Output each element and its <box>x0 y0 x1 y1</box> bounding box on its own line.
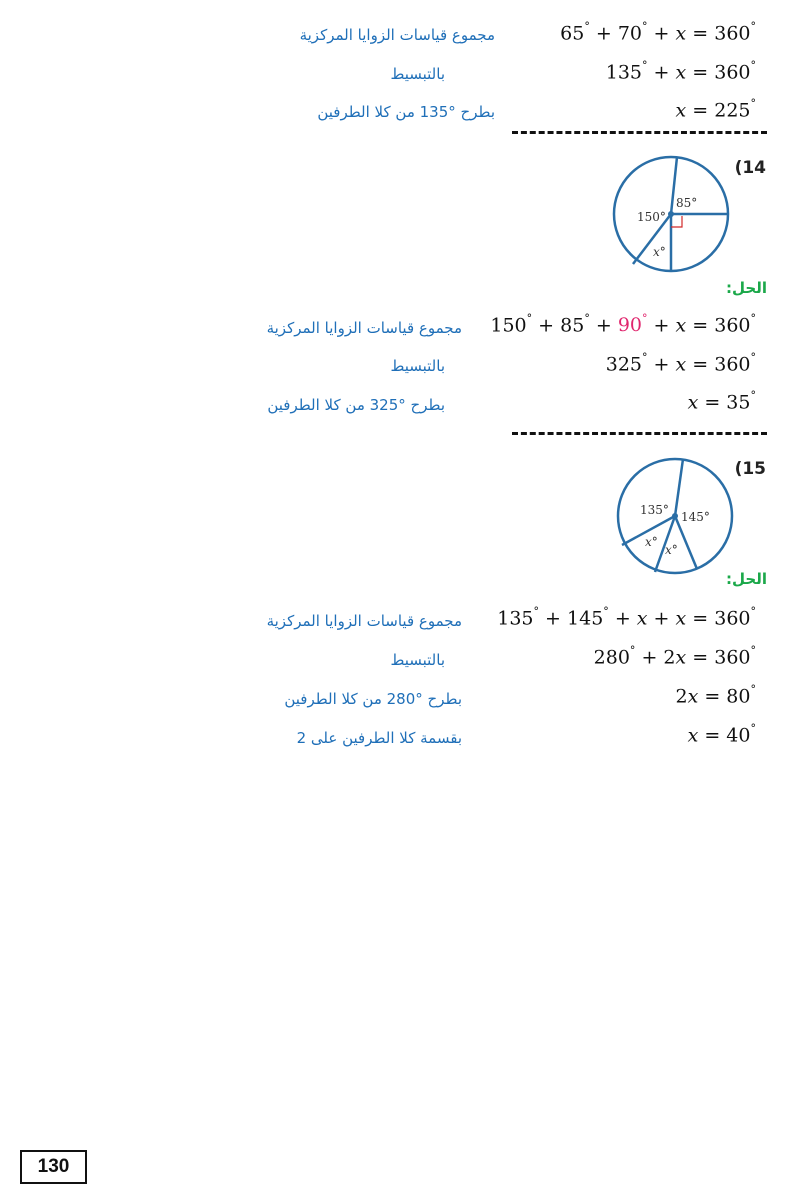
angle-label-135: 135° <box>640 503 669 517</box>
equation-14-3: x = 35° <box>687 389 756 414</box>
note-14-2: بالتبسيط <box>390 357 445 375</box>
equation-14-2: 325° + x = 360° <box>605 351 756 376</box>
note-15-1: مجموع قياسات الزوايا المركزية <box>266 612 462 630</box>
note-15-2: بالتبسيط <box>390 651 445 669</box>
radius-15-a <box>675 459 683 516</box>
note-13-2: بالتبسيط <box>390 65 445 83</box>
center-point-14 <box>668 211 674 217</box>
solution-label-14: الحل: <box>726 279 767 297</box>
equation-15-1: 135° + 145° + x + x = 360° <box>497 605 756 630</box>
angle-label-145: 145° <box>681 510 710 524</box>
note-15-3: بطرح °280 من كلا الطرفين <box>284 690 462 708</box>
equation-15-3: 2x = 80° <box>675 683 756 708</box>
circle-figure-14 <box>605 152 740 277</box>
note-14-3: بطرح °325 من كلا الطرفين <box>267 396 445 414</box>
equation-13-3: x = 225° <box>675 97 756 122</box>
equation-13-2: 135° + x = 360° <box>605 59 756 84</box>
divider-1 <box>512 131 767 134</box>
angle-label-x1: x° <box>645 535 658 549</box>
angle-label-150: 150° <box>637 210 666 224</box>
right-angle-mark <box>671 216 682 227</box>
solution-label-15: الحل: <box>726 570 767 588</box>
equation-13-1: 65° + 70° + x = 360° <box>560 20 756 45</box>
equation-15-2: 280° + 2x = 360° <box>593 644 756 669</box>
equation-14-1: 150° + 85° + 90° + x = 360° <box>490 312 756 337</box>
page-number: 130 <box>20 1150 87 1184</box>
center-point-15 <box>672 513 678 519</box>
equation-15-4: x = 40° <box>687 722 756 747</box>
note-15-4: بقسمة كلا الطرفين على 2 <box>296 729 462 747</box>
note-13-3: بطرح °135 من كلا الطرفين <box>317 103 495 121</box>
angle-label-85: 85° <box>676 196 698 210</box>
note-14-1: مجموع قياسات الزوايا المركزية <box>266 319 462 337</box>
question-number-15: (15 <box>734 459 766 479</box>
divider-2 <box>512 432 767 435</box>
circle-figure-15 <box>605 454 765 579</box>
question-number-14: (14 <box>734 158 766 178</box>
angle-label-x: x° <box>653 245 666 259</box>
angle-label-x2: x° <box>665 543 678 557</box>
note-13-1: مجموع قياسات الزوايا المركزية <box>299 26 495 44</box>
